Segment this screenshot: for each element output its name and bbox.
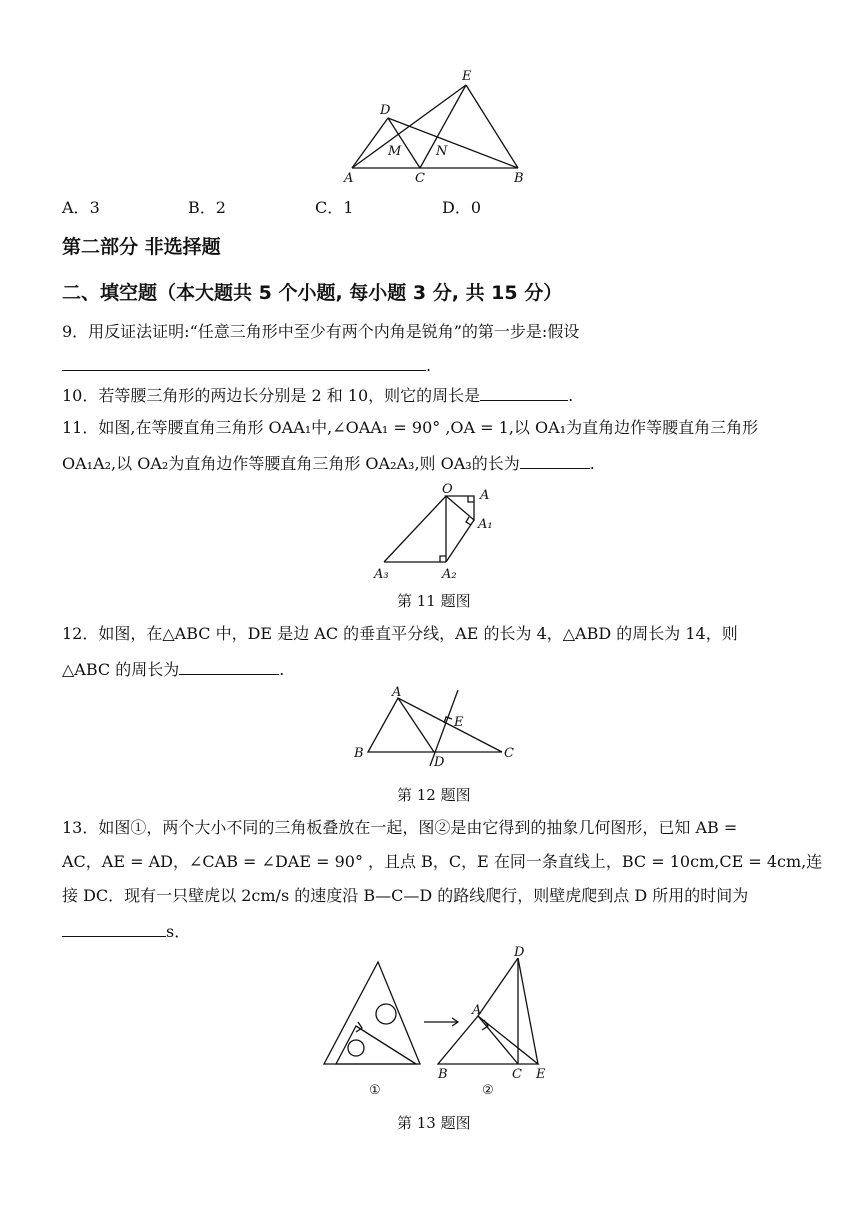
label-A2: A₂	[442, 567, 457, 582]
label-A1: A₁	[478, 517, 493, 532]
label-C: C	[504, 746, 514, 761]
label-E: E	[454, 715, 464, 730]
q8-figure	[330, 60, 530, 190]
q10-text: 10．若等腰三角形的两边长分别是 2 和 10，则它的周长是 .	[62, 386, 574, 405]
q13-line1: 13．如图①，两个大小不同的三角板叠放在一起，图②是由它得到的抽象几何图形，已知 AB =	[62, 818, 738, 837]
q8-option-b: B．2	[188, 198, 226, 217]
marker-2: ②	[482, 1083, 494, 1098]
q13-line3: 接 DC．现有一只壁虎以 2cm/s 的速度沿 B—C—D 的路线爬行，则壁虎爬到点 D 所用的时间为	[62, 886, 749, 905]
q8-option-c: C．1	[315, 198, 354, 217]
label-D: D	[380, 103, 391, 118]
label-B: B	[354, 746, 364, 761]
label-M: M	[388, 144, 402, 159]
q13-line2: AC，AE = AD，∠CAB = ∠DAE = 90° ，且点 B，C，E 在同一条直线上，BC = 10cm,CE = 4cm,连	[62, 852, 823, 871]
q12-caption: 第 12 题图	[397, 786, 471, 804]
label-A: A	[392, 686, 402, 700]
q12-line1: 12．如图，在△ABC 中，DE 是边 AC 的垂直平分线，AE 的长为 4，△ABD 的周长为 14，则	[62, 624, 738, 643]
label-E: E	[462, 69, 472, 84]
q11-line1: 11．如图,在等腰直角三角形 OAA₁中,∠OAA₁ = 90° ,OA = 1,以 OA₁为直角边作等腰直角三角形	[62, 418, 759, 437]
label-D: D	[434, 755, 445, 770]
label-A: A	[472, 1003, 482, 1018]
q11-figure	[368, 482, 508, 584]
label-D: D	[514, 945, 525, 960]
label-C: C	[415, 171, 425, 186]
label-B: B	[438, 1067, 448, 1082]
label-A: A	[480, 488, 490, 503]
label-N: N	[436, 144, 448, 159]
label-A3: A₃	[374, 567, 389, 582]
label-A: A	[344, 171, 354, 186]
q9-text: 9．用反证法证明:“任意三角形中至少有两个内角是锐角”的第一步是:假设	[62, 322, 580, 341]
q13-caption: 第 13 题图	[397, 1114, 471, 1132]
q12-line2: △ABC 的周长为 .	[62, 660, 285, 679]
q11-line2: OA₁A₂,以 OA₂为直角边作等腰直角三角形 OA₂A₃,则 OA₃的长为 .	[62, 454, 595, 473]
q13-answer-line: s．	[62, 920, 190, 942]
q11-caption: 第 11 题图	[397, 592, 471, 610]
label-O: O	[442, 482, 453, 497]
label-E: E	[536, 1067, 546, 1082]
section2-title: 二、填空题（本大题共 5 个小题, 每小题 3 分, 共 15 分）	[62, 282, 563, 304]
label-B: B	[514, 171, 524, 186]
q13-figure	[316, 944, 566, 1102]
q9-answer-line: .	[62, 354, 431, 376]
marker-1: ①	[369, 1083, 381, 1098]
q12-figure	[350, 686, 520, 772]
q8-option-a: A．3	[62, 198, 100, 217]
part2-title: 第二部分 非选择题	[62, 236, 221, 258]
q8-option-d: D．0	[442, 198, 482, 217]
label-C: C	[512, 1067, 522, 1082]
